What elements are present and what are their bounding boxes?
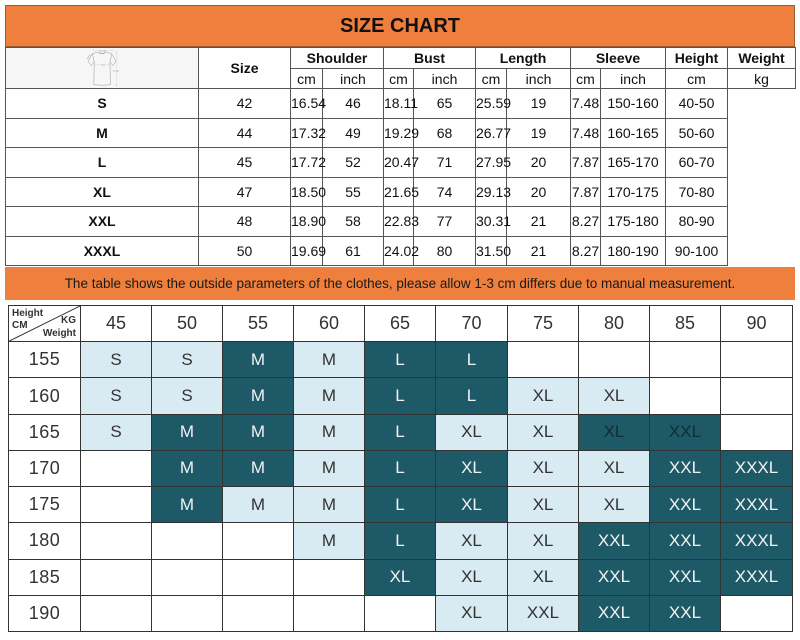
- recommended-size-cell: XL: [508, 559, 579, 595]
- weight-column-header: 80: [579, 306, 650, 342]
- weight-column-header: 60: [294, 306, 365, 342]
- measurement-value: 16.54: [291, 89, 323, 119]
- measurement-value: 25.59: [476, 89, 507, 119]
- unit-cm: cm: [666, 69, 728, 89]
- measurement-value: 20.47: [384, 148, 414, 178]
- measurement-value: 160-165: [601, 118, 666, 148]
- empty-cell: [721, 342, 793, 378]
- tshirt-icon: [6, 48, 198, 88]
- empty-cell: [294, 559, 365, 595]
- empty-cell: [721, 378, 793, 414]
- recommended-size-cell: XXL: [650, 523, 721, 559]
- recommended-size-cell: XXXL: [721, 450, 793, 486]
- recommended-size-cell: M: [223, 450, 294, 486]
- measurement-value: 48: [199, 207, 291, 237]
- measurement-value: 8.27: [571, 236, 601, 266]
- height-row-label: 170: [9, 450, 81, 486]
- recommended-size-cell: L: [436, 342, 508, 378]
- measurement-value: 80-90: [666, 207, 728, 237]
- recommended-size-cell: L: [365, 523, 436, 559]
- measurement-value: 20: [507, 177, 571, 207]
- measurement-value: 7.48: [571, 89, 601, 119]
- measurement-value: 47: [199, 177, 291, 207]
- height-row-label: 155: [9, 342, 81, 378]
- measurement-value: 22.83: [384, 207, 414, 237]
- corner-cm-label: CM: [12, 320, 28, 331]
- empty-cell: [81, 523, 152, 559]
- recommended-size-cell: S: [81, 342, 152, 378]
- weight-column-header: 50: [152, 306, 223, 342]
- empty-cell: [152, 559, 223, 595]
- empty-cell: [223, 595, 294, 631]
- measurement-value: 71: [414, 148, 476, 178]
- size-row: [6, 118, 796, 148]
- grid-row: [9, 342, 793, 378]
- measurement-value: 31.50: [476, 236, 507, 266]
- measurement-value: 21: [507, 207, 571, 237]
- size-label: L: [6, 148, 199, 178]
- recommended-size-cell: XL: [436, 523, 508, 559]
- size-label: XXXL: [6, 236, 199, 266]
- measurement-value: 18.11: [384, 89, 414, 119]
- unit-kg: kg: [728, 69, 796, 89]
- grid-row: [9, 414, 793, 450]
- empty-cell: [294, 595, 365, 631]
- grid-row: [9, 450, 793, 486]
- unit-cm: cm: [384, 69, 414, 89]
- measurement-value: 20: [507, 148, 571, 178]
- empty-cell: [721, 595, 793, 631]
- measurement-value: 21: [507, 236, 571, 266]
- recommended-size-cell: L: [365, 487, 436, 523]
- unit-inch: inch: [414, 69, 476, 89]
- sleeve-header: Sleeve: [571, 48, 666, 69]
- measurement-value: 52: [323, 148, 384, 178]
- recommended-size-cell: XL: [436, 595, 508, 631]
- measurement-value: 60-70: [666, 148, 728, 178]
- measurement-value: 17.32: [291, 118, 323, 148]
- measurement-value: 70-80: [666, 177, 728, 207]
- recommended-size-cell: M: [223, 342, 294, 378]
- size-header: Size: [199, 48, 291, 89]
- measurement-value: 30.31: [476, 207, 507, 237]
- recommended-size-cell: S: [81, 378, 152, 414]
- recommended-size-cell: XL: [436, 414, 508, 450]
- measurement-value: 90-100: [666, 236, 728, 266]
- measurement-value: 68: [414, 118, 476, 148]
- measurement-value: 170-175: [601, 177, 666, 207]
- grid-row: [9, 595, 793, 631]
- shoulder-header: Shoulder: [291, 48, 384, 69]
- measurement-value: 19: [507, 89, 571, 119]
- measurement-value: 18.50: [291, 177, 323, 207]
- weight-column-header: 90: [721, 306, 793, 342]
- measurement-value: 19: [507, 118, 571, 148]
- recommended-size-cell: XL: [508, 450, 579, 486]
- recommended-size-cell: XXL: [650, 595, 721, 631]
- grid-row: [9, 487, 793, 523]
- empty-cell: [508, 342, 579, 378]
- recommended-size-cell: XL: [436, 559, 508, 595]
- unit-cm: cm: [476, 69, 507, 89]
- size-row: [6, 236, 796, 266]
- measurement-value: 17.72: [291, 148, 323, 178]
- recommended-size-cell: M: [152, 414, 223, 450]
- measurement-value: 61: [323, 236, 384, 266]
- measurement-value: 7.87: [571, 177, 601, 207]
- recommended-size-cell: M: [223, 378, 294, 414]
- size-label: M: [6, 118, 199, 148]
- corner-kg-label: KG: [61, 315, 76, 326]
- height-row-label: 165: [9, 414, 81, 450]
- measurement-value: 7.87: [571, 148, 601, 178]
- recommended-size-cell: M: [294, 342, 365, 378]
- measurement-value: 45: [199, 148, 291, 178]
- weight-column-header: 70: [436, 306, 508, 342]
- measurement-value: 80: [414, 236, 476, 266]
- grid-row: [9, 378, 793, 414]
- recommended-size-cell: XL: [508, 378, 579, 414]
- grid-row: [9, 523, 793, 559]
- recommended-size-cell: XL: [508, 414, 579, 450]
- weight-column-header: 45: [81, 306, 152, 342]
- empty-cell: [81, 559, 152, 595]
- measurement-value: 55: [323, 177, 384, 207]
- measurement-value: 29.13: [476, 177, 507, 207]
- measurement-value: 77: [414, 207, 476, 237]
- empty-cell: [152, 595, 223, 631]
- recommended-size-cell: XXXL: [721, 487, 793, 523]
- recommended-size-cell: M: [294, 450, 365, 486]
- corner-weight-label: Weight: [42, 328, 76, 339]
- empty-cell: [650, 378, 721, 414]
- measurement-value: 42: [199, 89, 291, 119]
- corner-height-label: Height: [12, 308, 44, 319]
- recommended-size-cell: M: [294, 414, 365, 450]
- height-row-label: 160: [9, 378, 81, 414]
- grid-row: [9, 559, 793, 595]
- measurement-value: 50: [199, 236, 291, 266]
- length-label: Length: [112, 70, 120, 73]
- unit-cm: cm: [291, 69, 323, 89]
- size-label: XL: [6, 177, 199, 207]
- measurement-note: The table shows the outside parameters of the clothes, please allow 1-3 cm differs due to manual measurement.: [5, 267, 795, 300]
- recommended-size-cell: XXL: [579, 559, 650, 595]
- recommended-size-cell: S: [152, 342, 223, 378]
- recommended-size-cell: XXL: [579, 595, 650, 631]
- recommended-size-cell: M: [294, 487, 365, 523]
- recommended-size-cell: XL: [579, 487, 650, 523]
- weight-column-header: 85: [650, 306, 721, 342]
- measurement-value: 65: [414, 89, 476, 119]
- recommended-size-cell: S: [152, 378, 223, 414]
- empty-cell: [152, 523, 223, 559]
- measurement-value: 175-180: [601, 207, 666, 237]
- recommended-size-cell: XL: [508, 487, 579, 523]
- recommended-size-cell: L: [365, 414, 436, 450]
- recommended-size-cell: XL: [579, 414, 650, 450]
- weight-column-header: 75: [508, 306, 579, 342]
- recommended-size-cell: XXL: [650, 450, 721, 486]
- recommended-size-cell: M: [152, 487, 223, 523]
- empty-cell: [650, 342, 721, 378]
- weight-header: Weight: [728, 48, 796, 69]
- measurement-value: 7.48: [571, 118, 601, 148]
- height-row-label: 190: [9, 595, 81, 631]
- empty-cell: [81, 450, 152, 486]
- grid-corner-header: [9, 306, 81, 342]
- measurement-value: 49: [323, 118, 384, 148]
- measurement-value: 150-160: [601, 89, 666, 119]
- size-label: S: [6, 89, 199, 119]
- measurement-table: [5, 47, 796, 266]
- recommended-size-cell: M: [152, 450, 223, 486]
- recommended-size-cell: M: [223, 414, 294, 450]
- measurement-value: 50-60: [666, 118, 728, 148]
- measurement-value: 44: [199, 118, 291, 148]
- empty-cell: [721, 414, 793, 450]
- size-row: [6, 207, 796, 237]
- recommended-size-cell: XL: [365, 559, 436, 595]
- recommended-size-cell: L: [365, 342, 436, 378]
- size-row: [6, 148, 796, 178]
- shoulder-label: Shoulder: [98, 50, 107, 53]
- sleeve-label: Sleeve: [86, 54, 92, 60]
- recommended-size-cell: XL: [579, 378, 650, 414]
- recommended-size-cell: M: [223, 487, 294, 523]
- height-row-label: 180: [9, 523, 81, 559]
- empty-cell: [223, 523, 294, 559]
- size-label: XXL: [6, 207, 199, 237]
- measurement-value: 26.77: [476, 118, 507, 148]
- height-row-label: 185: [9, 559, 81, 595]
- recommended-size-cell: M: [294, 523, 365, 559]
- recommended-size-cell: XXXL: [721, 523, 793, 559]
- measurement-value: 40-50: [666, 89, 728, 119]
- bust-label: Bust: [101, 64, 106, 67]
- height-header: Height: [666, 48, 728, 69]
- recommended-size-cell: XL: [579, 450, 650, 486]
- bust-header: Bust: [384, 48, 476, 69]
- size-row: [6, 177, 796, 207]
- measurement-value: 18.90: [291, 207, 323, 237]
- recommended-size-cell: XXL: [650, 559, 721, 595]
- recommended-size-cell: L: [436, 378, 508, 414]
- unit-inch: inch: [601, 69, 666, 89]
- recommended-size-cell: XXL: [579, 523, 650, 559]
- measurement-value: 58: [323, 207, 384, 237]
- measurement-value: 180-190: [601, 236, 666, 266]
- height-weight-grid: [8, 305, 793, 632]
- weight-column-header: 65: [365, 306, 436, 342]
- recommended-size-cell: L: [365, 378, 436, 414]
- measurement-value: 8.27: [571, 207, 601, 237]
- unit-inch: inch: [507, 69, 571, 89]
- recommended-size-cell: XXL: [508, 595, 579, 631]
- recommended-size-cell: S: [81, 414, 152, 450]
- unit-cm: cm: [571, 69, 601, 89]
- recommended-size-cell: XXXL: [721, 559, 793, 595]
- measurement-value: 24.02: [384, 236, 414, 266]
- recommended-size-cell: M: [294, 378, 365, 414]
- size-row: [6, 89, 796, 119]
- recommended-size-cell: XL: [508, 523, 579, 559]
- measurement-value: 74: [414, 177, 476, 207]
- empty-cell: [81, 487, 152, 523]
- height-row-label: 175: [9, 487, 81, 523]
- recommended-size-cell: XXL: [650, 414, 721, 450]
- empty-cell: [81, 595, 152, 631]
- empty-cell: [365, 595, 436, 631]
- recommended-size-cell: XXL: [650, 487, 721, 523]
- unit-inch: inch: [323, 69, 384, 89]
- measurement-value: 27.95: [476, 148, 507, 178]
- tshirt-diagram: [6, 48, 199, 89]
- recommended-size-cell: L: [365, 450, 436, 486]
- recommended-size-cell: XL: [436, 487, 508, 523]
- weight-column-header: 55: [223, 306, 294, 342]
- measurement-value: 46: [323, 89, 384, 119]
- empty-cell: [579, 342, 650, 378]
- recommended-size-cell: XL: [436, 450, 508, 486]
- empty-cell: [223, 559, 294, 595]
- size-chart-title: SIZE CHART: [5, 5, 795, 47]
- measurement-value: 165-170: [601, 148, 666, 178]
- measurement-value: 19.29: [384, 118, 414, 148]
- measurement-value: 19.69: [291, 236, 323, 266]
- length-header: Length: [476, 48, 571, 69]
- measurement-value: 21.65: [384, 177, 414, 207]
